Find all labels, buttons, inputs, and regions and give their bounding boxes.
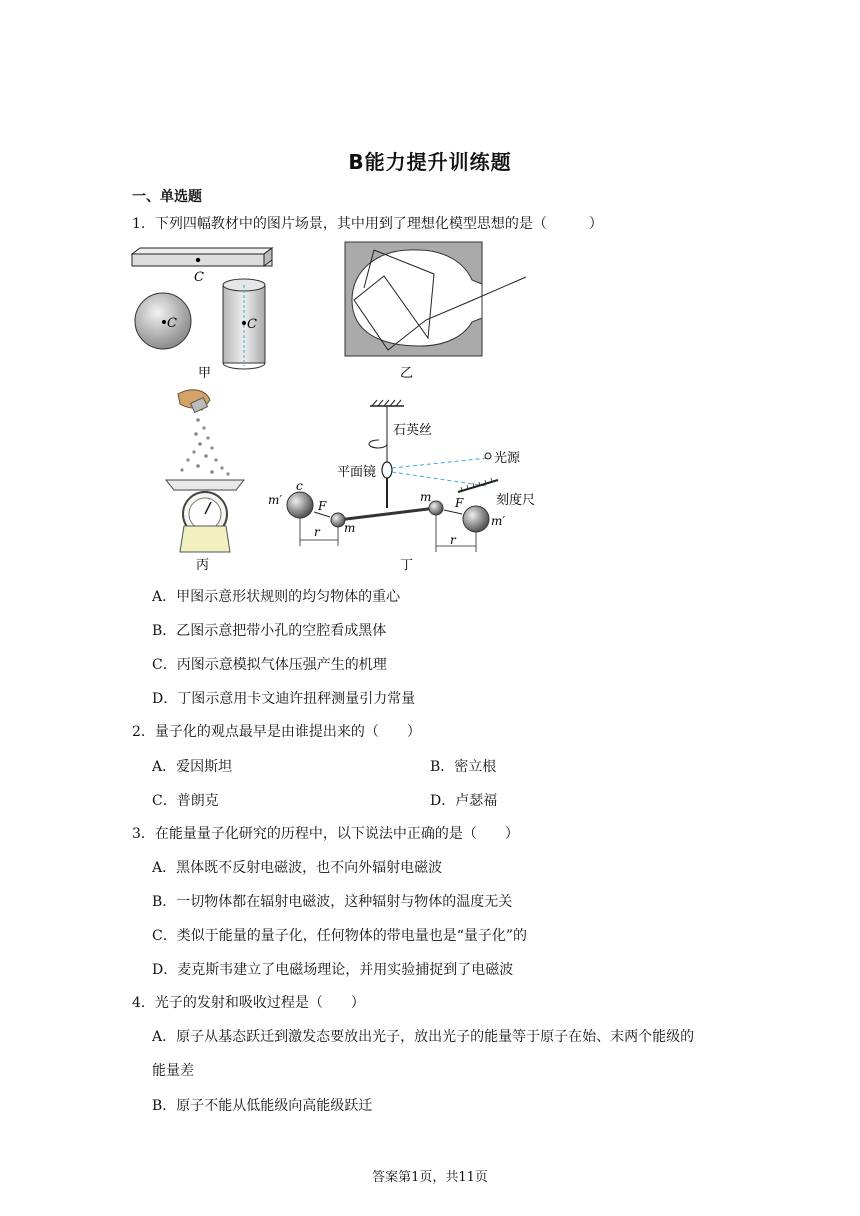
force-right: F bbox=[455, 496, 464, 510]
label-jia: 甲 bbox=[198, 366, 212, 381]
figure-jia bbox=[132, 248, 272, 381]
r-left: r bbox=[314, 525, 320, 539]
q3-option-d[interactable]: D．麦克斯韦建立了电磁场理论，并用实验捕捉到了电磁波 bbox=[152, 962, 514, 978]
scale-label: 刻度尺 bbox=[496, 493, 536, 508]
label-ding: 丁 bbox=[400, 558, 414, 573]
label-bing: 丙 bbox=[196, 558, 210, 573]
q4-option-a[interactable]: A．原子从基态跃迁到激发态要放出光子，放出光子的能量等于原子在始、末两个能级的 bbox=[152, 1029, 695, 1045]
question-3-stem: 3．在能量量子化研究的历程中，以下说法中正确的是（ ） bbox=[132, 826, 519, 842]
force-left: F bbox=[318, 499, 327, 513]
question-4-stem: 4．光子的发射和吸收过程是（ ） bbox=[132, 995, 365, 1011]
q2-option-a[interactable]: A．爱因斯坦 bbox=[152, 759, 233, 775]
figure-yi bbox=[345, 242, 526, 381]
c-small-label: c bbox=[296, 479, 303, 493]
question-1-stem: 1．下列四幅教材中的图片场景，其中用到了理想化模型思想的是（ ） bbox=[132, 216, 603, 232]
page-footer: 答案第1页，共11页 bbox=[372, 1170, 488, 1185]
q4-option-b[interactable]: B．原子不能从低能级向高能级跃迁 bbox=[152, 1098, 373, 1114]
figure-bing bbox=[166, 390, 244, 573]
m-prime-right: m′ bbox=[491, 514, 506, 528]
r-right: r bbox=[450, 533, 456, 547]
document-title: B能力提升训练题 bbox=[348, 150, 512, 174]
label-yi: 乙 bbox=[400, 366, 414, 381]
q3-option-a[interactable]: A．黑体既不反射电磁波，也不向外辐射电磁波 bbox=[152, 860, 443, 876]
light-source-label: 光源 bbox=[494, 451, 521, 466]
c-label-bar: C bbox=[194, 270, 204, 285]
q1-option-b[interactable]: B．乙图示意把带小孔的空腔看成黑体 bbox=[152, 623, 387, 639]
quartz-label: 石英丝 bbox=[393, 423, 433, 438]
q2-option-b[interactable]: B．密立根 bbox=[430, 759, 497, 775]
m-right: m bbox=[420, 490, 432, 504]
q1-option-d[interactable]: D．丁图示意用卡文迪许扭秤测量引力常量 bbox=[152, 691, 416, 707]
q4-option-a-continued: 能量差 bbox=[152, 1063, 194, 1079]
q1-option-a[interactable]: A．甲图示意形状规则的均匀物体的重心 bbox=[152, 589, 401, 605]
q3-option-b[interactable]: B．一切物体都在辐射电磁波，这种辐射与物体的温度无关 bbox=[152, 894, 513, 910]
m-left: m bbox=[344, 521, 356, 535]
c-label-cylinder: C bbox=[247, 317, 257, 332]
m-prime-left: m′ bbox=[268, 493, 283, 507]
q1-option-c[interactable]: C．丙图示意模拟气体压强产生的机理 bbox=[152, 657, 387, 673]
figure-ding bbox=[268, 400, 535, 573]
question-2-stem: 2．量子化的观点最早是由谁提出来的（ ） bbox=[132, 724, 421, 740]
q2-option-c[interactable]: C．普朗克 bbox=[152, 793, 219, 809]
c-label-sphere: C bbox=[167, 316, 177, 331]
q2-option-d[interactable]: D．卢瑟福 bbox=[430, 793, 498, 809]
question-1-figure-lower bbox=[158, 386, 598, 576]
q3-option-c[interactable]: C．类似于能量的量子化，任何物体的带电量也是“量子化”的 bbox=[152, 928, 528, 944]
section-heading: 一、单选题 bbox=[132, 189, 202, 205]
mirror-label: 平面镜 bbox=[337, 465, 377, 480]
